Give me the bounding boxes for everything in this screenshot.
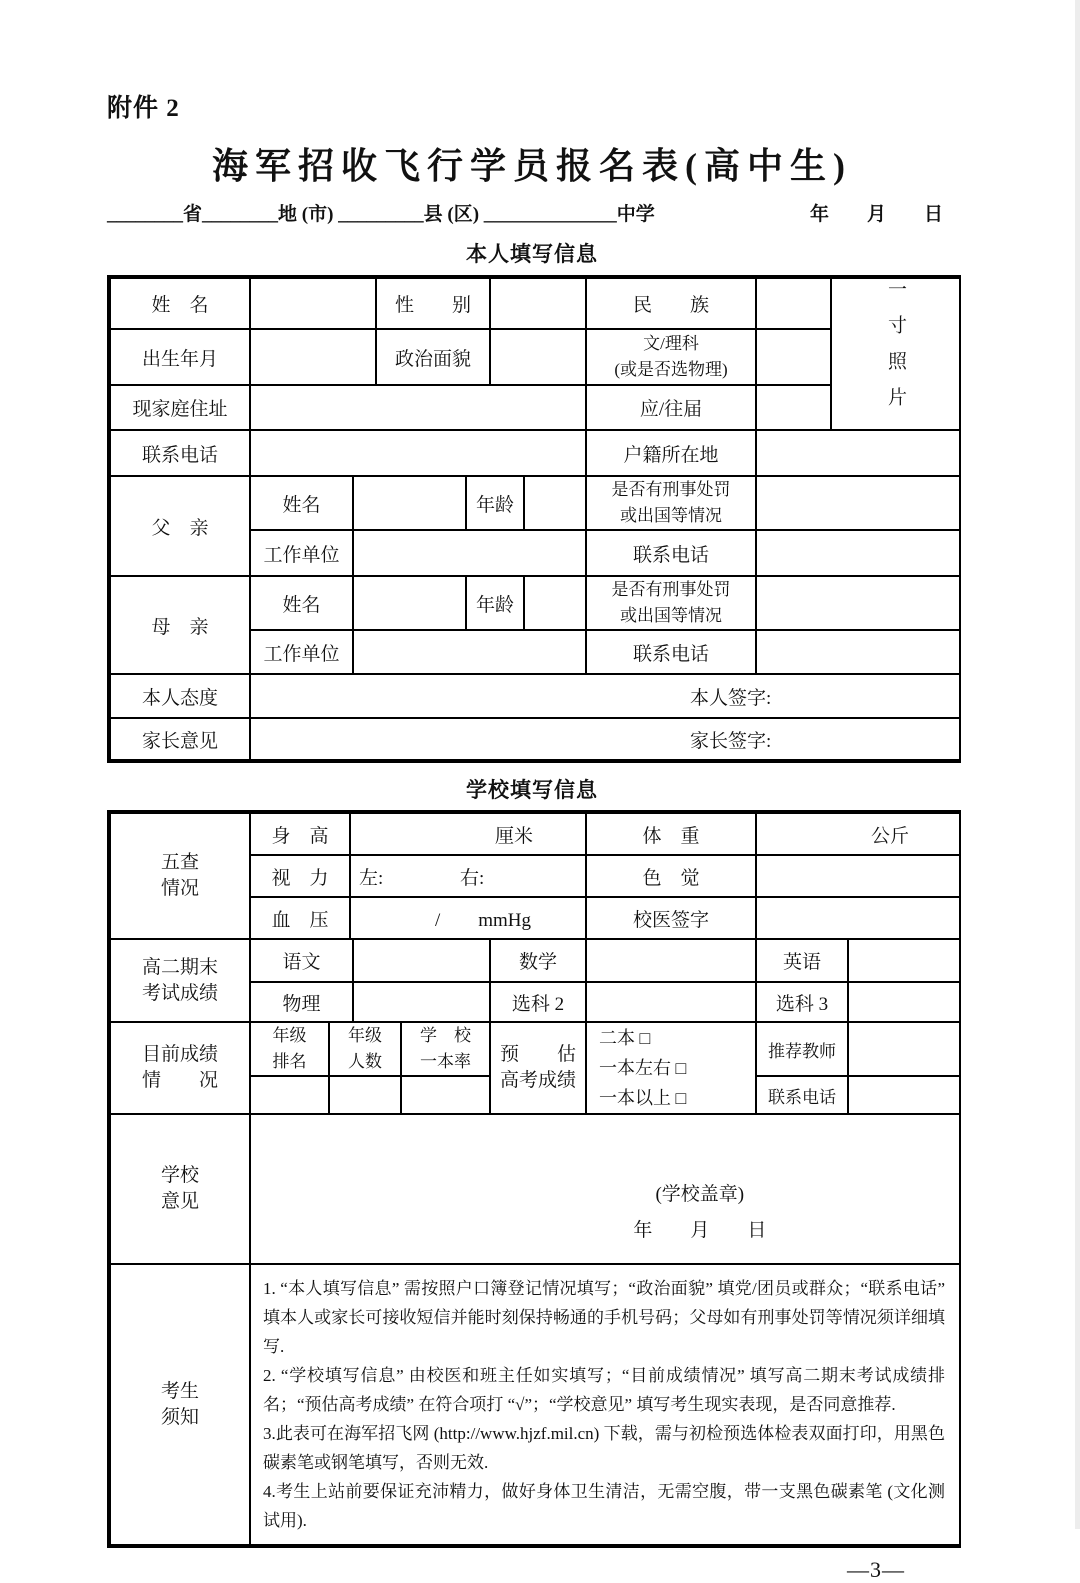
label-grade-size: 年级 人数 <box>329 1022 401 1076</box>
field-contact-phone <box>250 430 586 476</box>
field-elective3-score <box>848 982 960 1022</box>
field-school-opinion <box>250 1114 960 1264</box>
checkbox-above-tier1-icon: □ <box>675 1088 687 1108</box>
vision-left-label: 左: <box>359 867 384 889</box>
field-self-attitude <box>250 674 960 718</box>
option-above-tier1: 一本以上 □ <box>599 1088 687 1108</box>
notice-item-2: 2. “学校填写信息” 由校医和班主任如实填写；“目前成绩情况” 填写高二期末考试成绩排名；“预估高考成绩” 在符合项打 “√”；“学校意见” 填写考生现实表现，是否同意推荐. <box>263 1366 945 1414</box>
label-physics: 物理 <box>250 982 353 1022</box>
field-household-location <box>756 430 960 476</box>
field-mother-criminal <box>756 576 960 630</box>
field-gender <box>490 278 586 329</box>
label-father-criminal: 是否有刑事处罚 或出国等情况 <box>586 476 756 530</box>
label-contact-phone: 联系电话 <box>110 430 250 476</box>
label-home-address: 现家庭住址 <box>110 385 250 430</box>
notice-item-4: 4.考生上站前要保证充沛精力，做好身体卫生清洁，无需空腹，带一支黑色碳素笔 (文化测试用). <box>263 1482 945 1530</box>
field-mother-phone <box>756 630 960 674</box>
option-around-tier1: 一本左右 □ <box>599 1058 687 1078</box>
photo-box <box>831 278 960 430</box>
label-political-status: 政治面貌 <box>376 329 490 386</box>
signature-table <box>109 673 961 761</box>
label-color-vision: 色 觉 <box>586 855 756 897</box>
label-father-name: 姓名 <box>250 476 353 530</box>
field-math-score <box>586 939 756 982</box>
notice-item-1: 1. “本人填写信息” 需按照户口簿登记情况填写；“政治面貌” 填党/团员或群众；“联系电话” 填本人或家长可接收短信并能时刻保持畅通的手机号码；父母如有刑事处罚等情况须详细填写. <box>263 1279 945 1356</box>
vision-right-label: 右: <box>460 867 485 889</box>
label-school-opinion: 学校 意见 <box>110 1114 250 1264</box>
photo-box-label: 一寸照片 <box>885 279 906 423</box>
field-grade-rank <box>250 1076 329 1114</box>
school-seal-label: (学校盖章) <box>655 1184 745 1205</box>
field-recommend-teacher <box>848 1022 960 1076</box>
org-blank-line <box>107 199 957 226</box>
label-ethnicity: 民 族 <box>586 278 756 329</box>
label-grade-rank: 年级 排名 <box>250 1022 329 1076</box>
page-right-edge <box>1075 0 1080 1529</box>
field-mother-age <box>524 576 586 630</box>
checkbox-around-tier1-icon: □ <box>675 1058 687 1078</box>
field-elective2-score <box>586 982 756 1022</box>
field-english-score <box>848 939 960 982</box>
checkbox-tier2-icon: □ <box>639 1028 651 1048</box>
org-blanks: ________省________地 (市) _________县 (区) ______________中学 <box>107 204 655 225</box>
label-mother-name: 姓名 <box>250 576 353 630</box>
label-chinese: 语文 <box>250 939 353 982</box>
label-current-performance: 目前成绩 情 况 <box>110 1022 250 1114</box>
exam-scores-table <box>109 938 961 1023</box>
label-tier1-rate: 学 校 一本率 <box>401 1022 490 1076</box>
parents-table <box>109 475 961 675</box>
school-seal-block <box>633 1177 766 1249</box>
attachment-label: 附件 2 <box>107 95 180 122</box>
school-opinion-table <box>109 1113 961 1265</box>
field-father-work <box>353 530 586 576</box>
field-teacher-phone <box>848 1076 960 1114</box>
field-father-age <box>524 476 586 530</box>
self-signature-label: 本人签字: <box>689 687 772 709</box>
candidate-notice-table <box>109 1263 961 1546</box>
field-grad-status <box>756 385 831 430</box>
field-mother-work <box>353 630 586 674</box>
label-father-phone: 联系电话 <box>586 530 756 576</box>
label-grad-status: 应/往届 <box>586 385 756 430</box>
section-heading-personal: 本人填写信息 <box>466 242 598 266</box>
label-father-age: 年龄 <box>466 476 524 530</box>
field-name <box>250 278 376 329</box>
field-subject-track <box>756 329 831 386</box>
label-name: 姓 名 <box>110 278 250 329</box>
personal-basic-table <box>109 277 961 431</box>
field-vision <box>350 855 586 897</box>
field-ethnicity <box>756 278 831 329</box>
personal-info-table <box>107 275 961 763</box>
field-father-name <box>353 476 466 530</box>
label-elective3: 选科 3 <box>756 982 848 1022</box>
field-doctor-signature <box>756 897 960 939</box>
page-number: —3— <box>847 1557 905 1582</box>
field-blood-pressure: / mmHg <box>350 897 586 939</box>
label-estimated-gaokao: 预 估 高考成绩 <box>490 1022 586 1114</box>
five-check-table <box>109 812 961 940</box>
label-teacher-phone: 联系电话 <box>756 1076 848 1114</box>
field-father-phone <box>756 530 960 576</box>
field-grade-size <box>329 1076 401 1114</box>
estimate-options <box>586 1022 756 1114</box>
parent-signature-label: 家长签字: <box>689 730 772 752</box>
field-color-vision <box>756 855 960 897</box>
header-date: 年 月 日 <box>809 204 943 225</box>
field-mother-name <box>353 576 466 630</box>
field-parent-opinion <box>250 718 960 760</box>
label-mother-criminal: 是否有刑事处罚 或出国等情况 <box>586 576 756 630</box>
label-mother-age: 年龄 <box>466 576 524 630</box>
label-birth-date: 出生年月 <box>110 329 250 386</box>
option-tier2: 二本 □ <box>599 1028 651 1048</box>
label-gender: 性 别 <box>376 278 490 329</box>
label-candidate-notice: 考生 须知 <box>110 1264 250 1545</box>
field-home-address <box>250 385 586 430</box>
section-heading-school: 学校填写信息 <box>466 778 598 802</box>
label-parent-opinion: 家长意见 <box>110 718 250 760</box>
label-height: 身 高 <box>250 813 350 855</box>
personal-contact-table <box>109 429 961 477</box>
label-father: 父 亲 <box>110 476 250 576</box>
label-vision: 视 力 <box>250 855 350 897</box>
label-recommend-teacher: 推荐教师 <box>756 1022 848 1076</box>
label-father-work: 工作单位 <box>250 530 353 576</box>
label-blood-pressure: 血 压 <box>250 897 350 939</box>
field-tier1-rate <box>401 1076 490 1114</box>
field-height-cm: 厘米 <box>350 813 586 855</box>
school-seal-date: 年 月 日 <box>633 1220 767 1241</box>
label-mother-work: 工作单位 <box>250 630 353 674</box>
notice-item-3: 3.此表可在海军招飞网 (http://www.hjzf.mil.cn) 下载，需与初检预选体检表双面打印，用黑色碳素笔或钢笔填写，否则无效. <box>263 1424 945 1472</box>
current-performance-table <box>109 1021 961 1115</box>
form-content <box>107 0 957 1583</box>
field-chinese-score <box>353 939 490 982</box>
field-physics-score <box>353 982 490 1022</box>
candidate-notice-text <box>250 1264 960 1545</box>
school-info-table <box>107 810 961 1548</box>
label-english: 英语 <box>756 939 848 982</box>
label-household-location: 户籍所在地 <box>586 430 756 476</box>
label-elective2: 选科 2 <box>490 982 586 1022</box>
label-five-check: 五查 情况 <box>110 813 250 939</box>
label-mother: 母 亲 <box>110 576 250 674</box>
field-weight-kg: 公斤 <box>756 813 960 855</box>
label-grade11-exam: 高二期末 考试成绩 <box>110 939 250 1022</box>
label-weight: 体 重 <box>586 813 756 855</box>
label-subject-track: 文/理科 (或是否选物理) <box>586 329 756 386</box>
field-birth-date <box>250 329 376 386</box>
field-political-status <box>490 329 586 386</box>
page-title: 海军招收飞行学员报名表(高中生) <box>212 146 852 186</box>
label-math: 数学 <box>490 939 586 982</box>
label-self-attitude: 本人态度 <box>110 674 250 718</box>
field-father-criminal <box>756 476 960 530</box>
label-doctor-signature: 校医签字 <box>586 897 756 939</box>
label-mother-phone: 联系电话 <box>586 630 756 674</box>
